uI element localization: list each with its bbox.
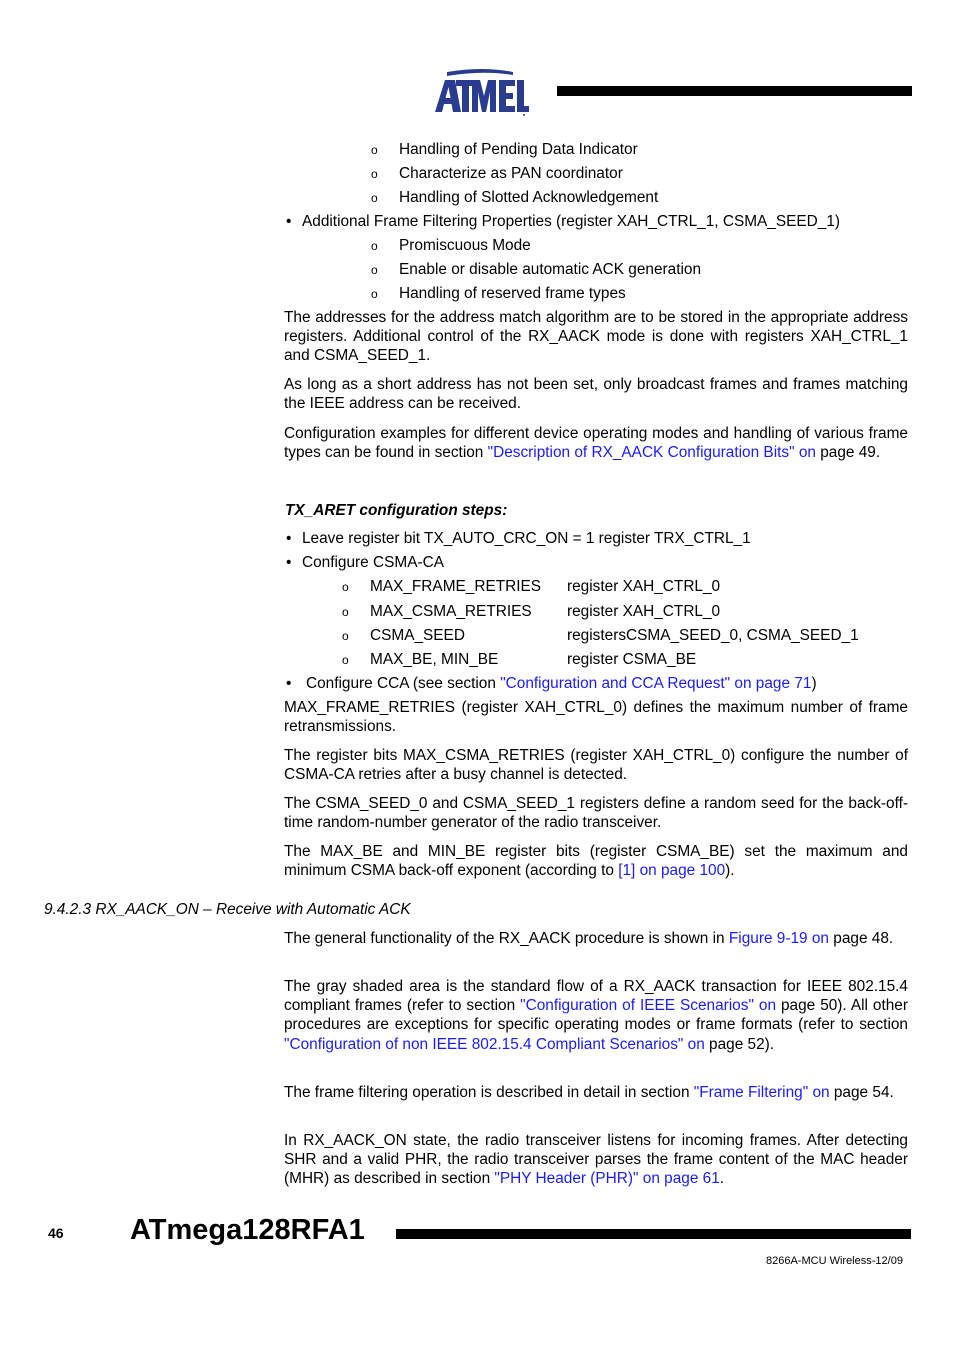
atmel-logo (427, 66, 531, 116)
paragraph: MAX_FRAME_RETRIES (register XAH_CTRL_0) defines the maximum number of frame retransmissions. (284, 699, 908, 736)
csma-param-name: MAX_CSMA_RETRIES (370, 603, 532, 620)
csma-param-register: register XAH_CTRL_0 (567, 578, 721, 595)
bullet-marker: • (286, 675, 292, 692)
csma-param-name: MAX_FRAME_RETRIES (370, 578, 542, 595)
sub-list-item: Promiscuous Mode (399, 237, 531, 254)
sub-bullet-marker: o (342, 629, 349, 643)
sub-bullet-marker: o (342, 580, 349, 594)
cross-reference-link[interactable]: "Frame Filtering" on (693, 1084, 830, 1101)
document-code: 8266A-MCU Wireless-12/09 (766, 1255, 903, 1267)
paragraph-text: . (719, 1170, 725, 1188)
paragraph (284, 424, 908, 462)
sub-list-item: Handling of Slotted Acknowledgement (399, 189, 659, 206)
cross-reference-link[interactable]: "Configuration of IEEE Scenarios" on (520, 997, 776, 1015)
paragraph (284, 1083, 908, 1102)
bullet-text: Configure CCA (see section (306, 675, 501, 692)
paragraph-text: page 52). (704, 1035, 775, 1053)
csma-param-name: CSMA_SEED (370, 627, 465, 644)
footer-title: ATmega128RFA1 (130, 1214, 365, 1246)
cross-reference-link[interactable]: "Configuration of non IEEE 802.15.4 Compliant Scenarios" on (284, 1035, 705, 1053)
paragraph-text: page 48. (828, 930, 894, 947)
bullet-marker: • (286, 554, 292, 571)
sub-bullet-marker: o (371, 239, 378, 253)
sub-bullet-marker: o (371, 263, 378, 277)
sub-list-item: Handling of Pending Data Indicator (399, 141, 638, 158)
bullet-text: ) (811, 675, 817, 692)
paragraph: The CSMA_SEED_0 and CSMA_SEED_1 registers define a random seed for the back-off-time random-number generator of the radio transceiver. (284, 795, 908, 832)
paragraph-text: Configuration examples for different device operating modes and handling of various frame types can be found in section (284, 425, 908, 462)
subheading: TX_ARET configuration steps: (285, 502, 508, 519)
sub-bullet-marker: o (342, 605, 349, 619)
sub-bullet-marker: o (371, 167, 378, 181)
paragraph-text: page 54. (829, 1084, 894, 1101)
csma-param-register: register CSMA_BE (567, 651, 697, 668)
page-number: 46 (48, 1225, 64, 1241)
csma-param-name: MAX_BE, MIN_BE (370, 651, 499, 668)
paragraph-text: page 49. (815, 444, 881, 462)
paragraph-text: In RX_AACK_ON state, the radio transceiver listens for incoming frames. After detecting SHR and a valid PHR, the radio transceiver parses the frame content of the MAC header (MHR) as described in section (284, 1132, 908, 1188)
sub-bullet-marker: o (371, 143, 378, 157)
sub-bullet-marker: o (371, 287, 378, 301)
paragraph (284, 1131, 908, 1189)
paragraph (284, 977, 908, 1054)
csma-param-register: register XAH_CTRL_0 (567, 603, 721, 620)
bullet-item (306, 674, 817, 693)
paragraph-text: page 50). All other procedures are exceptions for specific operating modes or frame formats (refer to section (284, 997, 908, 1034)
paragraph (284, 842, 908, 880)
cross-reference-link[interactable]: [1] on page 100 (618, 862, 726, 880)
footer-rule (396, 1229, 911, 1239)
bullet-item: Additional Frame Filtering Properties (register XAH_CTRL_1, CSMA_SEED_1) (302, 213, 841, 230)
paragraph-text: ). (725, 862, 735, 880)
csma-param-register: registersCSMA_SEED_0, CSMA_SEED_1 (567, 627, 859, 644)
cross-reference-link[interactable]: "Description of RX_AACK Configuration Bits" on (487, 444, 816, 462)
paragraph (284, 929, 908, 948)
paragraph-text: The frame filtering operation is described in detail in section (284, 1084, 694, 1101)
bullet-marker: • (286, 530, 292, 547)
sub-bullet-marker: o (342, 653, 349, 667)
cross-reference-link[interactable]: "Configuration and CCA Request" on page 71 (500, 675, 812, 692)
paragraph-text: The MAX_BE and MIN_BE register bits (register CSMA_BE) set the maximum and minimum CSMA back-off exponent (according to (284, 843, 908, 880)
sub-list-item: Characterize as PAN coordinator (399, 165, 623, 182)
paragraph: The register bits MAX_CSMA_RETRIES (register XAH_CTRL_0) configure the number of CSMA-CA retries after a busy channel is detected. (284, 747, 908, 784)
sub-bullet-marker: o (371, 191, 378, 205)
bullet-item: Leave register bit TX_AUTO_CRC_ON = 1 register TRX_CTRL_1 (302, 530, 751, 547)
paragraph: As long as a short address has not been set, only broadcast frames and frames matching the IEEE address can be received. (284, 376, 908, 413)
sub-list-item: Enable or disable automatic ACK generation (399, 261, 702, 278)
cross-reference-link[interactable]: "PHY Header (PHR)" on page 61 (494, 1170, 720, 1188)
bullet-item: Configure CSMA-CA (302, 554, 444, 571)
cross-reference-link[interactable]: Figure 9-19 on (728, 930, 829, 947)
paragraph: The addresses for the address match algorithm are to be stored in the appropriate address registers. Additional control of the RX_AACK mode is done with registers XAH_CTRL_1 and CSMA_SEED_1. (284, 309, 908, 365)
paragraph-text: The general functionality of the RX_AACK procedure is shown in (284, 930, 729, 947)
header-rule (557, 86, 912, 96)
sub-list-item: Handling of reserved frame types (399, 285, 626, 302)
bullet-marker: • (286, 213, 292, 230)
section-heading: 9.4.2.3 RX_AACK_ON – Receive with Automatic ACK (44, 901, 411, 918)
paragraph-text: The gray shaded area is the standard flow of a RX_AACK transaction for IEEE 802.15.4 compliant frames (refer to section (284, 978, 908, 1015)
